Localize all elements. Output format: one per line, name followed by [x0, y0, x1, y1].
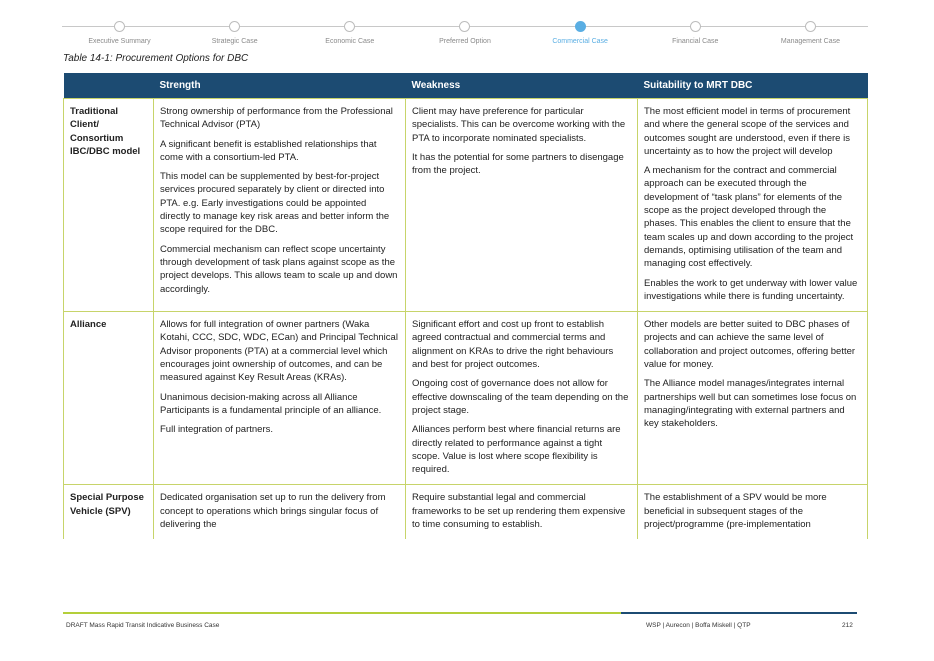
table-caption: Table 14-1: Procurement Options for DBC	[63, 53, 249, 64]
cell-paragraph: Full integration of partners.	[160, 424, 274, 436]
suitability-cell	[638, 99, 868, 312]
weakness-cell	[406, 312, 638, 485]
step-label: Commercial Case	[552, 38, 608, 45]
cell-paragraph: Dedicated organisation set up to run the delivery from concept to operations which brings singular focus of delivering the	[160, 492, 386, 531]
header-weakness: Weakness	[406, 73, 638, 99]
step-dot	[805, 21, 816, 32]
footer-rule-green	[63, 612, 621, 614]
step-dot	[344, 21, 355, 32]
step-label: Executive Summary	[88, 38, 151, 45]
procurement-options-table	[63, 73, 868, 539]
strength-cell	[154, 312, 406, 485]
cell-paragraph: A significant benefit is established relationships that come with a consortium-led PTA.	[160, 138, 377, 163]
cell-paragraph: It has the potential for some partners to disengage from the project.	[412, 151, 624, 177]
footer-rule-blue	[621, 612, 857, 614]
cell-paragraph: Other models are better suited to DBC phases of projects and can achieve the same level of collaboration and project outcomes, offering better value for money.	[644, 319, 856, 371]
step-economic-case[interactable]	[292, 18, 407, 45]
weakness-cell	[406, 99, 638, 312]
footer-document-title: DRAFT Mass Rapid Transit Indicative Business Case	[66, 622, 220, 629]
table-header-row	[64, 73, 868, 99]
table-row	[64, 99, 868, 312]
cell-paragraph: Allows for full integration of owner partners (Waka Kotahi, CCC, SDC, WDC, ECan) and Principal Technical Advisor proponents (PTA) at a commercial level which encourages joint ownership of outcomes, and can be measured against Key Result Areas (KRAs).	[160, 319, 398, 384]
cell-paragraph: This model can be supplemented by best-for-project services procured separately by client or directed into PTA. e.g. Early investigations could be appointed directly to manage key risk areas and better inform the scope required for the DBC.	[160, 171, 390, 236]
cell-paragraph: Enables the work to get underway with lower value investigations while there is funding uncertainty.	[644, 277, 858, 302]
cell-paragraph: A mechanism for the contract and commercial approach can be executed through the development of “task plans” for elements of the scope as the project developed through the phases. This enables the client to ensure that the team scales up and down according to the project demands, optimising utilisation of the team and managing cost effectively.	[644, 165, 854, 270]
step-preferred-option[interactable]	[407, 18, 522, 45]
header-blank	[64, 73, 154, 99]
step-commercial-case[interactable]	[523, 18, 638, 45]
cell-paragraph: Significant effort and cost up front to establish agreed contractual and commercial terms and alignment on KRAs to drive the right behaviours and best for project outcomes.	[412, 319, 614, 371]
row-name: Alliance	[64, 312, 154, 485]
step-label: Economic Case	[325, 38, 375, 45]
step-financial-case[interactable]	[638, 18, 753, 45]
cell-paragraph: Commercial mechanism can reflect scope uncertainty through development of task plans against scope as the project develops. This allows team to scale up and down accordingly.	[160, 243, 398, 295]
footer-authors: WSP | Aurecon | Boffa Miskell | QTP	[646, 622, 751, 629]
cell-paragraph: Strong ownership of performance from the Professional Technical Advisor (PTA)	[160, 106, 393, 131]
footer-rule	[63, 612, 857, 614]
cell-paragraph: The Alliance model manages/integrates internal partnerships well but can sometimes lose focus on managing/integrating with external partners and key stakeholders.	[644, 378, 857, 430]
cell-paragraph: Ongoing cost of governance does not allow for effective downscaling of the team depending on the project stage.	[412, 378, 629, 416]
table-row	[64, 485, 868, 539]
suitability-cell	[638, 312, 868, 485]
cell-paragraph: The establishment of a SPV would be more beneficial in subsequent stages of the project/programme (pre-implementation	[644, 492, 827, 531]
cell-paragraph: The most efficient model in terms of procurement and where the general scope of the services and outcomes sought are understood, even if there is uncertainty as to how the project will develop	[644, 106, 851, 157]
header-strength: Strength	[154, 73, 406, 99]
step-label: Management Case	[780, 38, 841, 45]
suitability-cell	[638, 485, 868, 539]
step-label: Strategic Case	[211, 38, 258, 45]
cell-paragraph: Client may have preference for particular specialists. This can be overcome working with the PTA to incorporate nominated specialists.	[412, 106, 626, 144]
cell-paragraph: Require substantial legal and commercial frameworks to be set up rendering them expensive to time consuming to establish.	[412, 492, 626, 531]
step-dot	[690, 21, 701, 32]
step-dot	[229, 21, 240, 32]
strength-cell	[154, 99, 406, 312]
footer-page-number: 212	[842, 622, 853, 629]
header-suitability: Suitability to MRT DBC	[638, 73, 868, 99]
step-management-case[interactable]	[753, 18, 868, 45]
step-executive-summary[interactable]	[62, 18, 177, 45]
strength-cell	[154, 485, 406, 539]
step-dot	[575, 21, 586, 32]
step-dot	[459, 21, 470, 32]
weakness-cell	[406, 485, 638, 539]
step-dot	[114, 21, 125, 32]
progress-stepper	[62, 18, 868, 48]
step-label: Preferred Option	[439, 38, 491, 45]
row-name: Traditional Client/ Consortium IBC/DBC model	[64, 99, 154, 312]
cell-paragraph: Unanimous decision-making across all Alliance Participants is a fundamental principle of an alliance.	[160, 391, 382, 416]
table-row	[64, 312, 868, 485]
cell-paragraph: Alliances perform best where financial returns are directly related to performance against a tight scope. Value is lost where scope flexibility is required.	[412, 424, 621, 476]
step-label: Financial Case	[672, 38, 719, 45]
step-strategic-case[interactable]	[177, 18, 292, 45]
row-name: Special Purpose Vehicle (SPV)	[64, 485, 154, 539]
